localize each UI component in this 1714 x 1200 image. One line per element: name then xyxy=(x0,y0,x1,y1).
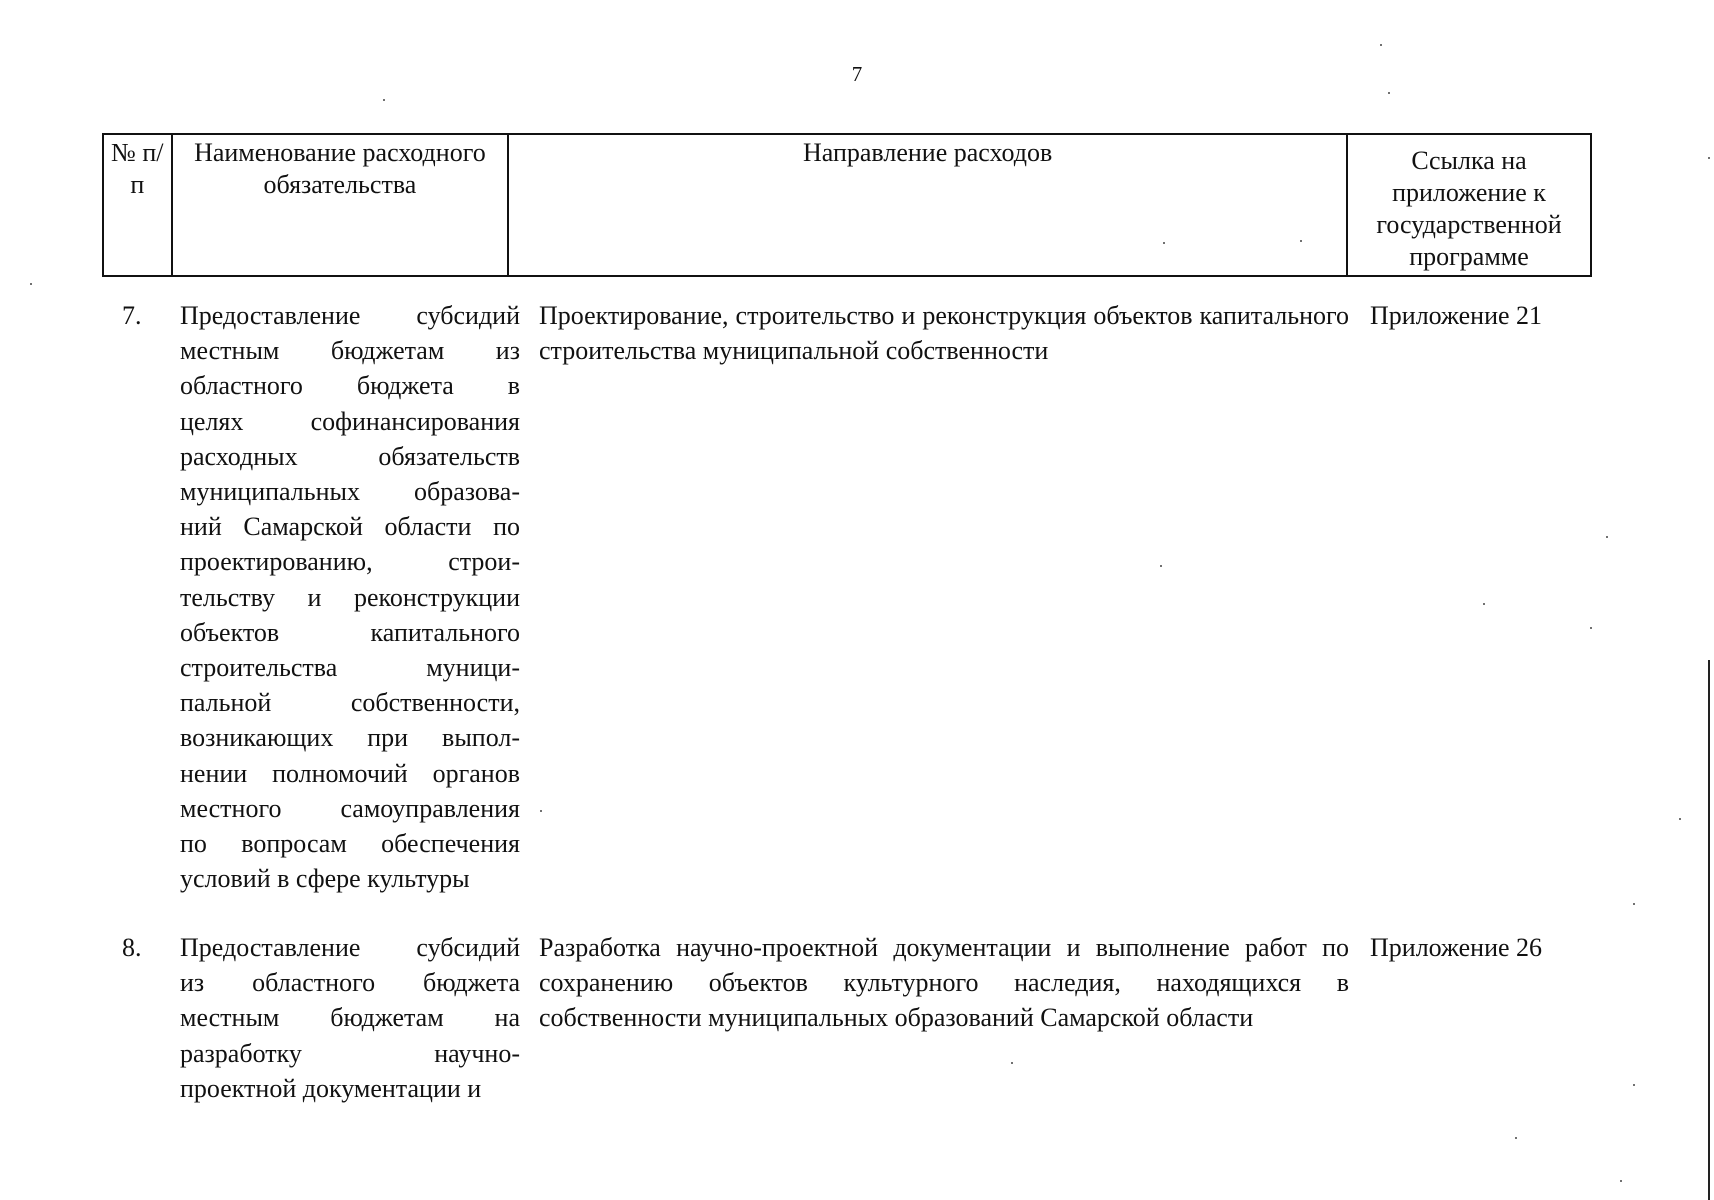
name-line: объектов капитального xyxy=(180,617,520,647)
name-line: нении полномочий органов xyxy=(180,758,520,788)
header-col-direction: Направление расходов xyxy=(508,134,1347,276)
row-expense-direction: Разработка научно-проектной документации и выполнение работ по сохранению объектов культурного наследия, находящихся в собственности муниципальных образований Самарской области xyxy=(539,933,1349,1033)
scan-speck xyxy=(1708,157,1710,159)
header-col-num: № п/п xyxy=(103,134,172,276)
row-appendix-link: Приложение 26 xyxy=(1370,933,1543,962)
name-line: местным бюджетам на xyxy=(180,1003,520,1033)
scan-speck xyxy=(1388,92,1390,94)
scan-speck xyxy=(383,99,385,101)
name-line: целях софинансирования xyxy=(180,406,520,436)
scan-speck xyxy=(1515,1137,1517,1139)
scan-speck xyxy=(1590,627,1592,629)
row-obligation-name xyxy=(180,298,520,896)
row-obligation-name xyxy=(180,930,520,1106)
header-col-name: Наименование расходного обязательства xyxy=(172,134,509,276)
name-line: по вопросам обеспечения xyxy=(180,829,520,859)
name-line: местным бюджетам из xyxy=(180,336,520,366)
header-col-link: Ссылка на приложение к государственной программе xyxy=(1347,134,1591,276)
name-line: условий в сфере культуры xyxy=(180,864,470,894)
scan-speck xyxy=(1679,818,1681,820)
row-appendix-link: Приложение 21 xyxy=(1370,301,1543,330)
row-expense-direction: Проектирование, строительство и реконструкция объектов капитального строительства муниципальной собственности xyxy=(539,301,1349,366)
name-line: пальной собственности, xyxy=(180,688,520,718)
name-line: строительства муници- xyxy=(180,653,520,683)
name-line: муниципальных образова- xyxy=(180,477,520,507)
name-line: расходных обязательств xyxy=(180,441,520,471)
name-line: областного бюджета в xyxy=(180,371,520,401)
scan-edge-line xyxy=(1708,660,1710,1200)
row-number: 8. xyxy=(122,933,142,962)
scan-speck xyxy=(1620,1180,1622,1182)
table-header xyxy=(102,133,1592,277)
scan-speck xyxy=(1606,536,1608,538)
name-line: проектированию, строи- xyxy=(180,547,520,577)
scan-speck xyxy=(1483,603,1485,605)
name-line: тельству и реконструкции xyxy=(180,582,520,612)
scan-speck xyxy=(30,283,32,285)
name-line: ний Самарской области по xyxy=(180,512,520,542)
scan-speck xyxy=(1633,1084,1635,1086)
name-line: местного самоуправления xyxy=(180,793,520,823)
scan-speck xyxy=(1300,240,1302,242)
scan-speck xyxy=(1160,565,1162,567)
name-line: проектной документации и xyxy=(180,1073,482,1103)
scan-speck xyxy=(1011,1062,1013,1064)
scan-speck xyxy=(1163,242,1165,244)
scan-speck xyxy=(540,810,542,812)
name-line: из областного бюджета xyxy=(180,968,520,998)
name-line: Предоставление субсидий xyxy=(180,301,520,330)
page-number: 7 xyxy=(851,62,863,86)
name-line: возникающих при выпол- xyxy=(180,723,520,753)
scan-speck xyxy=(1633,903,1635,905)
row-number: 7. xyxy=(122,301,142,330)
name-line: разработку научно- xyxy=(180,1038,520,1068)
scan-speck xyxy=(1380,44,1382,46)
name-line: Предоставление субсидий xyxy=(180,933,520,962)
